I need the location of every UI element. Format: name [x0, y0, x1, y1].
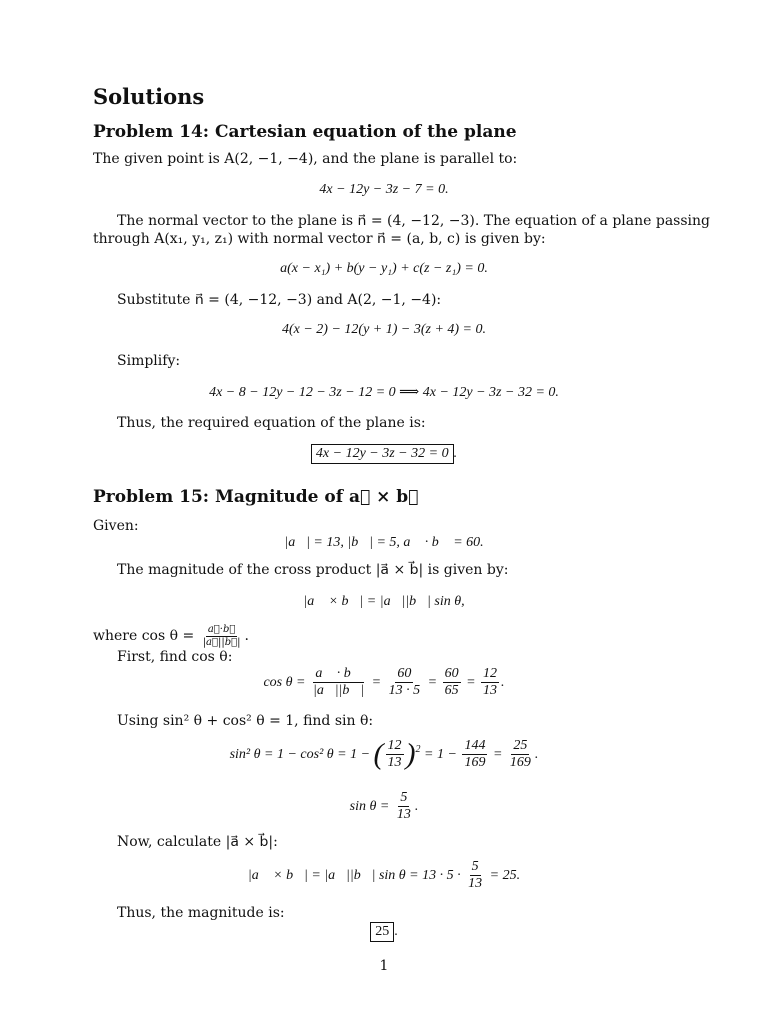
- p14-thus-line: Thus, the required equation of the plane is:: [117, 415, 426, 431]
- p15-cos-equation: cos θ = $\frac{a⃗ \cdot b⃗}{|a⃗||b⃗|}$ = $\frac{60}{13 \cdot 5}$ = $\frac{60}{65}$ = $\frac{12}{13}$ .: [263, 666, 505, 699]
- p14-normal-line-a: The normal vector to the plane is n⃗ = (4, −12, −3). The equation of a plane passing: [117, 213, 710, 229]
- p14-substitute-line: Substitute n⃗ = (4, −12, −3) and A(2, −1, −4):: [117, 292, 442, 308]
- p15-now-line: Now, calculate |a⃗ × b⃗|:: [117, 834, 278, 850]
- p15-where-fraction: $\frac{a⃗\cdot b⃗}{|a⃗||b⃗|}$: [202, 624, 241, 648]
- p15-given-equation: |a⃗| = 13, |b⃗| = 5, a⃗ · b⃗ = 60.: [284, 535, 484, 550]
- p14-simplify-label: Simplify:: [117, 353, 181, 369]
- p14-answer: 4x − 12y − 3z − 32 = 0: [311, 444, 454, 464]
- p15-magnitude-line: The magnitude of the cross product |a⃗ × b⃗| is given by:: [117, 562, 509, 578]
- p14-simplified-equation: 4x − 8 − 12y − 12 − 3z − 12 = 0 ⟹ 4x − 12y − 3z − 32 = 0.: [209, 385, 559, 400]
- p15-where-line: where cos θ = $\frac{a⃗\cdot b⃗}{|a⃗||b⃗|}$ .: [93, 624, 249, 648]
- p15-thus-line: Thus, the magnitude is:: [117, 905, 285, 921]
- p14-substituted-equation: 4(x − 2) − 12(y + 1) − 3(z + 4) = 0.: [281, 322, 487, 337]
- section-heading: Solutions: [93, 84, 205, 109]
- p14-plane-equation: 4x − 12y − 3z − 7 = 0.: [319, 182, 449, 197]
- p15-sin-squared-equation: sin² θ = 1 − cos² θ = 1 − ( $\frac{12}{13}$ )$^2$ = 1 − $\frac{144}{169}$ = $\frac{25}{169}$ .: [229, 737, 539, 771]
- p15-first-line: First, find cos θ:: [117, 649, 233, 665]
- p15-given-label: Given:: [93, 518, 139, 534]
- p15-answer-box: 25 .: [0, 922, 768, 942]
- p14-answer-box: 4x − 12y − 3z − 32 = 0 .: [0, 444, 768, 464]
- p15-magnitude-formula: |a⃗ × b⃗| = |a⃗||b⃗| sin θ,: [303, 594, 465, 609]
- problem-14-title: Problem 14: Cartesian equation of the plane: [93, 122, 517, 142]
- page-number: 1: [379, 958, 389, 974]
- p14-intro: The given point is A(2, −1, −4), and the plane is parallel to:: [93, 151, 518, 167]
- p14-normal-line-b: through A(x₁, y₁, z₁) with normal vector n⃗ = (a, b, c) is given by:: [93, 231, 546, 247]
- p15-answer: 25: [370, 922, 394, 942]
- problem-15-title: Problem 15: Magnitude of a⃗ × b⃗: [93, 487, 419, 507]
- p15-where-label: where cos θ =: [93, 628, 195, 644]
- p15-sin-equation: sin θ = $\frac{5}{13}$ .: [349, 790, 419, 823]
- p14-general-equation: a(x − x₁) + b(y − y₁) + c(z − z₁) = 0.: [280, 261, 488, 276]
- p15-using-line: Using sin² θ + cos² θ = 1, find sin θ:: [117, 713, 374, 729]
- p15-calc-equation: |a⃗ × b⃗| = |a⃗||b⃗| sin θ = 13 · 5 · $\frac{5}{13}$ = 25.: [247, 859, 521, 892]
